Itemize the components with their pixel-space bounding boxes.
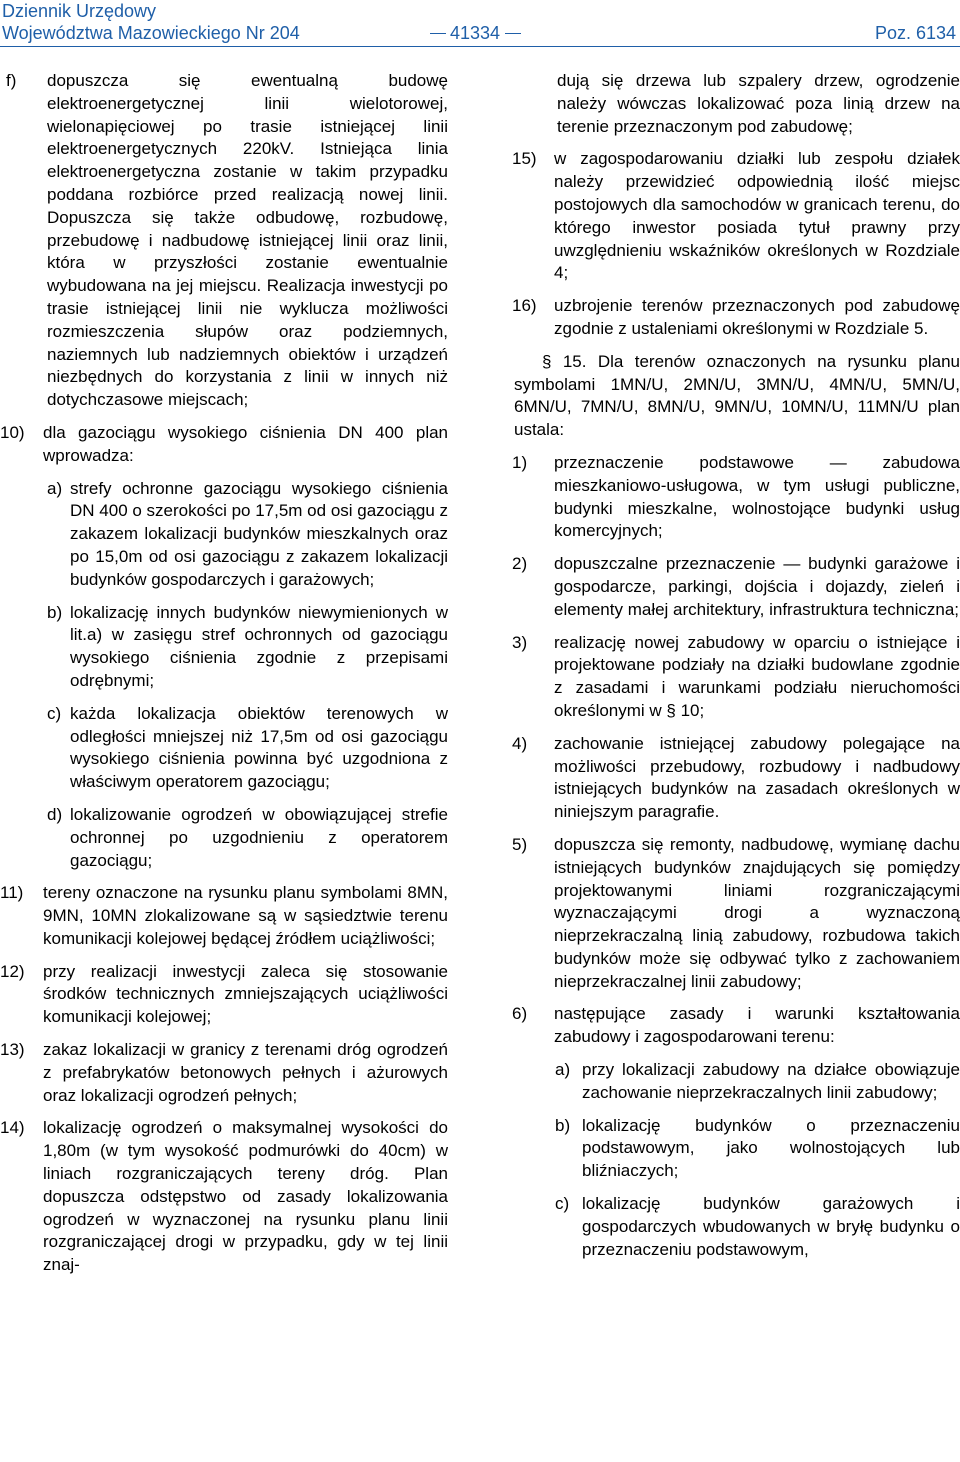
item-text: zakaz lokalizacji w granicy z terenami dróg ogrodzeń z prefabrykatów betonowych pełnych i ażurowych oraz lokalizacji ogrodzeń pełnych; xyxy=(43,1040,448,1105)
item-number: 15) xyxy=(512,149,537,169)
item-number: 4) xyxy=(512,733,528,753)
list-item xyxy=(0,882,448,950)
item-number: 12) xyxy=(0,961,25,981)
item-number: 5) xyxy=(512,834,528,854)
item-text: dopuszczalne przeznaczenie — budynki garażowe i gospodarcze, parkingi, dojścia i dojazdy, zieleń i elementy małej architektury, infrastruktura techniczna; xyxy=(554,554,960,619)
item-text: każda lokalizacja obiektów terenowych w odległości mniejszej niż 17,5m od osi gazociągu wysokiego ciśnienia powinna być uzgodniona z właściwym operatorem gazociągu; xyxy=(70,703,448,792)
list-item xyxy=(512,295,960,341)
list-item xyxy=(0,1039,448,1107)
item-number: 11) xyxy=(0,883,24,903)
item-number: 6) xyxy=(512,1004,528,1024)
list-item xyxy=(0,1117,448,1277)
list-item xyxy=(512,452,960,543)
left-column xyxy=(0,70,448,1287)
item-number: d) xyxy=(47,804,63,824)
item-number: 2) xyxy=(512,554,528,574)
item-number: b) xyxy=(47,602,63,622)
item-number: a) xyxy=(47,478,63,498)
item-text: lokalizowanie ogrodzeń w obowiązującej strefie ochronnej po uzgodnieniu z operatorem gazociągu; xyxy=(70,804,448,870)
list-item xyxy=(512,834,960,994)
item-number: 16) xyxy=(512,296,537,316)
item-text: dopuszcza się ewentualną budowę elektroenergetycznej linii wielotorowej, wielonapięciowej po trasie istniejącej linii elektroenergetycznych 220kV. Istniejąca linia elektroenergetyczna zostanie w takim przypadku poddana rozbiórce przed realizacją nowej linii. Dopuszcza się także odbudowę, rozbudowę, przebudowę i nadbudowę istniejącej linii oraz linii, która w przyszłości zostanie ewentualnie wybudowana na jej miejscu. Realizacja inwestycji po trasie istniejącej linii nie wyklucza możliwości rozmieszczenia słupów oraz podziemnych, naziemnych lub nadziemnych obiektów i urządzeń niezbędnych do korzystania z linii w innych niż dotychczasowe miejscach; xyxy=(47,71,448,410)
item-text: tereny oznaczone na rysunku planu symbolami 8MN, 9MN, 10MN zlokalizowane są w sąsiedztwie terenu komunikacji kolejowej będącej źródłem uciążliwości; xyxy=(43,883,448,948)
journal-title: Dziennik Urzędowy xyxy=(2,1,157,21)
item-number: 14) xyxy=(0,1118,25,1138)
section-paragraph: § 15. Dla terenów oznaczonych na rysunku planu symbolami 1MN/U, 2MN/U, 3MN/U, 4MN/U, 5MN/U, 6MN/U, 7MN/U, 8MN/U, 9MN/U, 10MN/U, 11MN/U plan ustala: xyxy=(514,351,960,440)
list-item xyxy=(512,148,960,285)
item-text: lokalizację budynków garażowych i gospodarczych wbudowanych w bryłę budynku o przeznaczeniu podstawowym, xyxy=(582,1194,960,1259)
item-number: 3) xyxy=(512,632,528,652)
item-text: dopuszcza się remonty, nadbudowę, wymianę dachu istniejących budynków znajdujących się pomiędzy projektowanymi liniami rozgraniczającymi wyznaczającymi drogi a wyznaczoną nieprzekraczalną linią zabudowy, rozbudowa takich budynków może się odbywać tylko z zachowaniem nieprzekraczalnej linii zabudowy; xyxy=(554,834,960,991)
journal-issue: Województwa Mazowieckiego Nr 204 xyxy=(2,23,300,43)
list-item xyxy=(512,553,960,621)
page-number: 41334 xyxy=(450,23,501,43)
list-item xyxy=(512,1003,960,1049)
item-number: 10) xyxy=(0,422,25,442)
item-text: przy lokalizacji zabudowy na działce obowiązuje zachowanie nieprzekraczalnych linii zabudowy; xyxy=(582,1060,960,1102)
item-number: a) xyxy=(555,1060,571,1080)
item-text: zachowanie istniejącej zabudowy polegające na możliwości przebudowy, rozbudowy i nadbudowy istniejących budynków na zasadach określonych w niniejszym paragrafie. xyxy=(554,733,960,822)
right-column xyxy=(512,70,960,1271)
item-number: 13) xyxy=(0,1040,25,1060)
list-item xyxy=(0,804,448,872)
item-text: przeznaczenie podstawowe — zabudowa mieszkaniowo-usługowa, w tym usługi publiczne, budynki mieszkalne, wolnostojące budynki usług komercyjnych; xyxy=(554,452,960,541)
item-text: dla gazociągu wysokiego ciśnienia DN 400 plan wprowadza: xyxy=(43,422,448,465)
list-item xyxy=(0,703,448,794)
list-item xyxy=(512,1193,960,1261)
header-rule xyxy=(0,46,960,47)
list-item xyxy=(0,602,448,693)
item-text: uzbrojenie terenów przeznaczonych pod zabudowę zgodnie z ustaleniami określonymi w Rozdziale 5. xyxy=(554,296,960,338)
item-text: realizację nowej zabudowy w oparciu o istniejące i projektowane podziały na działki budowlane zgodnie z zasadami i warunkami podziału nieruchomości określonymi w § 10; xyxy=(554,632,960,720)
item-text: lokalizację budynków o przeznaczeniu podstawowym, jako wolnostojących lub bliźniaczych; xyxy=(582,1115,960,1181)
list-item xyxy=(512,1115,960,1183)
item-text: lokalizację ogrodzeń o maksymalnej wysokości do 1,80m (w tym wysokość podmurówki do 40cm) w liniach rozgraniczających tereny dróg. Plan dopuszcza odstępstwo od zasady lokalizowania ogrodzeń w wyznaczonej na rysunku planu linii rozgraniczającej drogi w przypadku, gdy w tej linii znaj- xyxy=(43,1118,448,1275)
list-item xyxy=(0,70,448,412)
item-text: w zagospodarowaniu działki lub zespołu działek należy przewidzieć odpowiednią ilość miejsc postojowych dla samochodów w granicach terenu, do którego inwestor posiada tytuł prawny przy uwzględnieniu wskaźników określonych w Rozdziale 4; xyxy=(554,149,960,283)
continued-text: dują się drzewa lub szpalery drzew, ogrodzenie należy wówczas lokalizować poza linią drzew na terenie przeznaczonym pod zabudowę; xyxy=(557,71,960,136)
item-number: b) xyxy=(555,1115,571,1135)
position-number: Poz. 6134 xyxy=(874,23,956,43)
item-number: 1) xyxy=(512,452,528,472)
item-text: strefy ochronne gazociągu wysokiego ciśnienia DN 400 o szerokości po 17,5m od osi gazociągu z zakazem lokalizacji budynków mieszkalnych oraz po 15,0m od osi gazociągu z zakazem lokalizacji budynków gospodarczych i garażowych; xyxy=(70,478,448,589)
list-item xyxy=(0,961,448,1029)
list-item xyxy=(0,422,448,468)
list-item xyxy=(512,632,960,723)
header-dash xyxy=(430,33,446,34)
page-header xyxy=(0,0,960,46)
list-item xyxy=(0,478,448,592)
item-text: następujące zasady i warunki kształtowania zabudowy i zagospodarowani terenu: xyxy=(554,1004,960,1047)
list-item xyxy=(512,1059,960,1105)
item-number: c) xyxy=(47,703,62,723)
list-item xyxy=(512,733,960,824)
item-number: f) xyxy=(6,71,17,90)
item-text: przy realizacji inwestycji zaleca się stosowanie środków technicznych zmniejszających uciążliwości komunikacji kolejowej; xyxy=(43,961,448,1027)
header-dash xyxy=(505,33,521,34)
item-text: lokalizację innych budynków niewymienionych w lit.a) w zasięgu stref ochronnych od gazociągu wysokiego ciśnienia zgodnie z przepisami odrębnymi; xyxy=(70,602,448,690)
item-number: c) xyxy=(555,1194,570,1214)
